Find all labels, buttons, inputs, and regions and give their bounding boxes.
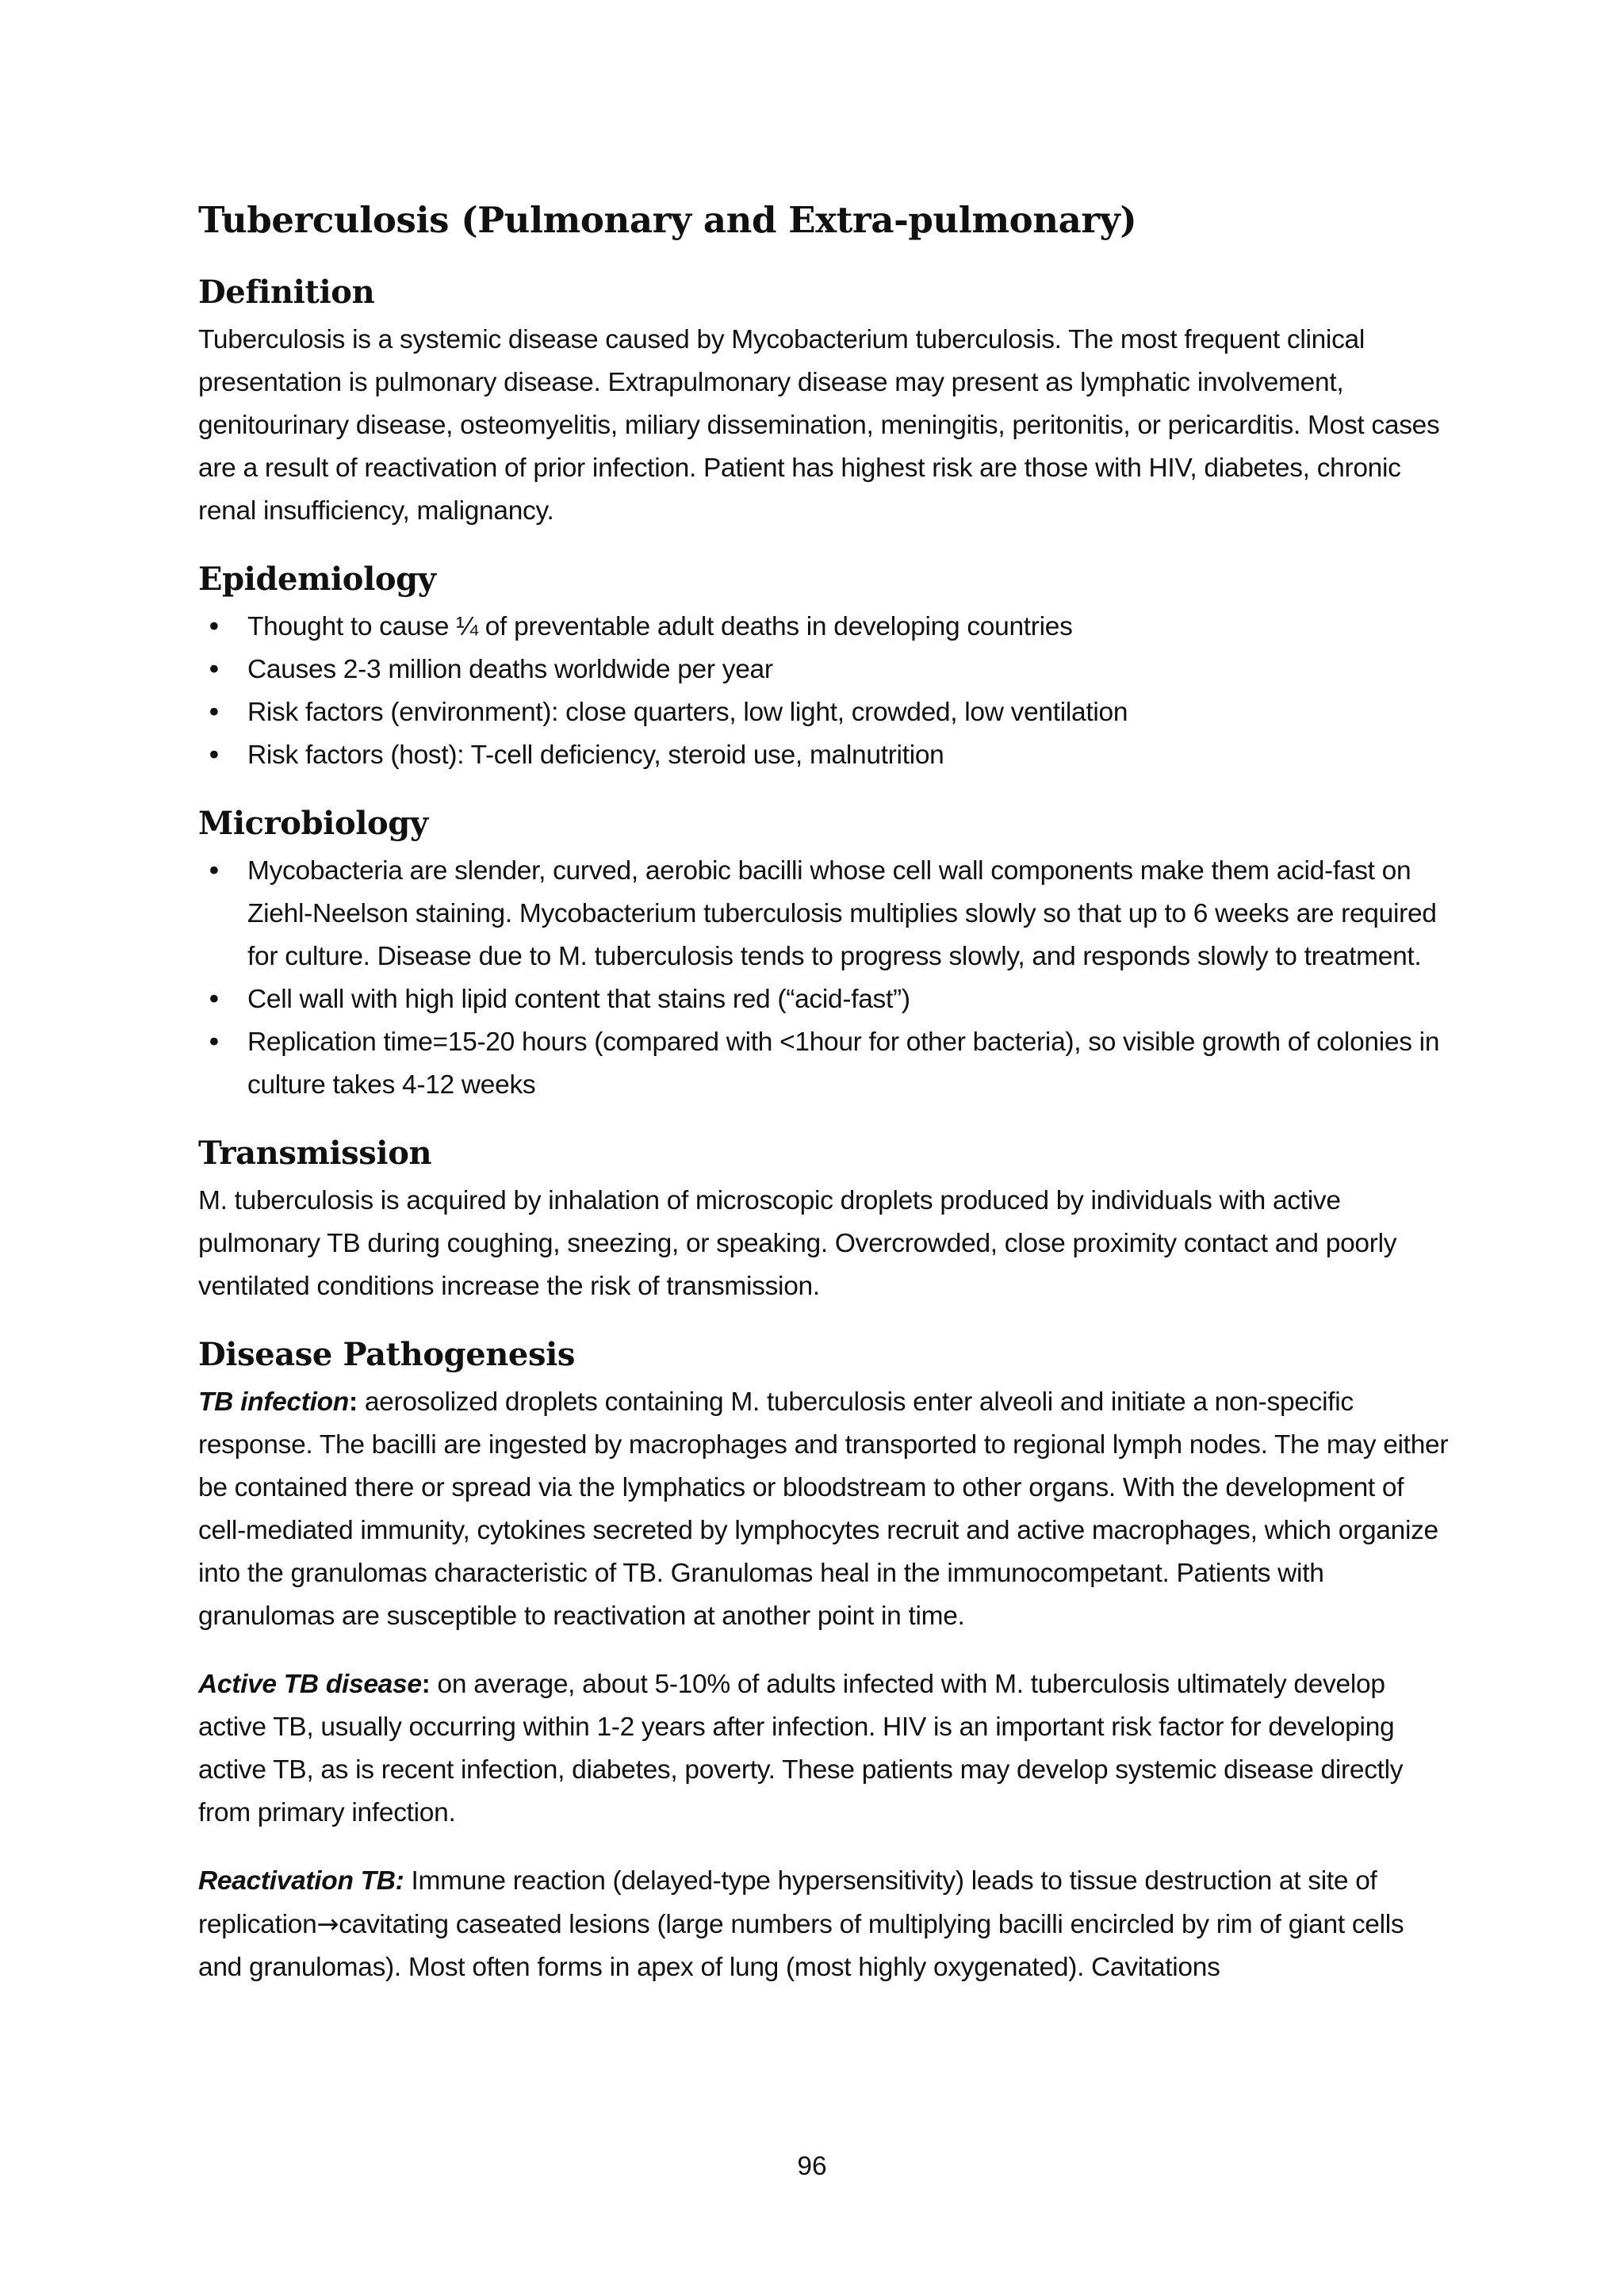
bullet-icon: •: [206, 984, 222, 1015]
list-item-text: Risk factors (host): T-cell deficiency, steroid use, malnutrition: [247, 740, 944, 770]
transmission-heading: Transmission: [198, 1135, 432, 1172]
epidemiology-list: [198, 606, 1451, 777]
tb-infection-text: aerosolized droplets containing M. tuberculosis enter alveoli and initiate a non-specific response. The bacilli are ingested by macrophages and transported to regional lymph nodes. The may either be contained there or spread via the lymphatics or bloodstream to other organs. With the development of cell-mediated immunity, cytokines secreted by lymphocytes recruit and active macrophages, which organize into the granulomas characteristic of TB. Granulomas heal in the immunocompetant. Patients with granulomas are susceptible to reactivation at another point in time.: [198, 1387, 1449, 1631]
list-item: [198, 1021, 1451, 1107]
reactivation-tb-text-end: cavitating caseated lesions (large numbers of multiplying bacilli encircled by rim of giant cells and granulomas). Most often forms in apex of lung (most highly oxygenated). Cavitations: [198, 1910, 1404, 1982]
arrow-right-icon: →: [316, 1908, 339, 1939]
microbiology-heading: Microbiology: [198, 805, 428, 842]
definition-section: [198, 271, 1451, 533]
tb-infection-colon: :: [348, 1387, 358, 1417]
definition-text: Tuberculosis is a systemic disease caused by Mycobacterium tuberculosis. The most frequent clinical presentation is pulmonary disease. Extrapulmonary disease may present as lymphatic involvement, genitourinary disease, osteomyelitis, miliary dissemination, meningitis, peritonitis, or pericarditis. Most cases are a result of reactivation of prior infection. Patient has highest risk are those with HIV, diabetes, chronic renal insufficiency, malignancy.: [198, 325, 1440, 526]
bullet-icon: •: [206, 697, 222, 728]
bullet-icon: •: [206, 740, 222, 771]
list-item-text: Mycobacteria are slender, curved, aerobic bacilli whose cell wall components make them acid-fast on Ziehl-Neelson staining. Mycobacterium tuberculosis multiplies slowly so that up to 6 weeks are required for culture. Disease due to M. tuberculosis tends to progress slowly, and responds slowly to treatment.: [247, 856, 1437, 971]
epidemiology-heading: Epidemiology: [198, 561, 436, 598]
list-item-text: Cell wall with high lipid content that stains red (“acid-fast”): [247, 985, 910, 1014]
microbiology-section: [198, 802, 1451, 1107]
tb-infection-label: TB infection: [198, 1387, 349, 1417]
bullet-icon: •: [206, 654, 222, 685]
list-item-text: Risk factors (environment): close quarters, low light, crowded, low ventilation: [247, 698, 1128, 727]
bullet-icon: •: [206, 1027, 222, 1058]
list-item: [198, 850, 1451, 978]
list-item: [198, 978, 1451, 1021]
active-tb-text: on average, about 5-10% of adults infected with M. tuberculosis ultimately develop active TB, usually occurring within 1-2 years after infection. HIV is an important risk factor for developing active TB, as is recent infection, diabetes, poverty. These patients may develop systemic disease directly from primary infection.: [198, 1670, 1404, 1827]
transmission-section: [198, 1132, 1451, 1308]
list-item-text: Replication time=15-20 hours (compared with <1hour for other bacteria), so visible growth of colonies in culture takes 4-12 weeks: [247, 1027, 1440, 1100]
list-item-text: Thought to cause ¼ of preventable adult deaths in developing countries: [247, 612, 1073, 641]
pathogenesis-heading: Disease Pathogenesis: [198, 1336, 576, 1373]
definition-heading: Definition: [198, 274, 375, 311]
document-page: [198, 197, 1451, 2015]
list-item: [198, 734, 1451, 777]
document-title: Tuberculosis (Pulmonary and Extra-pulmonary): [198, 199, 1137, 241]
active-tb-colon: :: [421, 1670, 431, 1699]
active-tb-label: Active TB disease: [198, 1670, 422, 1699]
reactivation-tb-paragraph: [198, 1860, 1451, 1989]
transmission-text: M. tuberculosis is acquired by inhalation of microscopic droplets produced by individuals with active pulmonary TB during coughing, sneezing, or speaking. Overcrowded, close proximity contact and poorly ventilated conditions increase the risk of transmission.: [198, 1186, 1397, 1301]
microbiology-list: [198, 850, 1451, 1107]
list-item: [198, 606, 1451, 649]
list-item: [198, 649, 1451, 691]
tb-infection-paragraph: [198, 1381, 1451, 1638]
reactivation-tb-text-start: Immune reaction (delayed-type hypersensitivity) leads to tissue destruction at site of replication: [198, 1866, 1377, 1939]
active-tb-paragraph: [198, 1663, 1451, 1835]
bullet-icon: •: [206, 855, 222, 886]
reactivation-tb-label: Reactivation TB:: [198, 1866, 404, 1896]
page-number: 96: [797, 2152, 827, 2181]
list-item-text: Causes 2-3 million deaths worldwide per year: [247, 655, 773, 684]
bullet-icon: •: [206, 611, 222, 642]
list-item: [198, 691, 1451, 734]
epidemiology-section: [198, 558, 1451, 777]
pathogenesis-section: [198, 1334, 1451, 1989]
